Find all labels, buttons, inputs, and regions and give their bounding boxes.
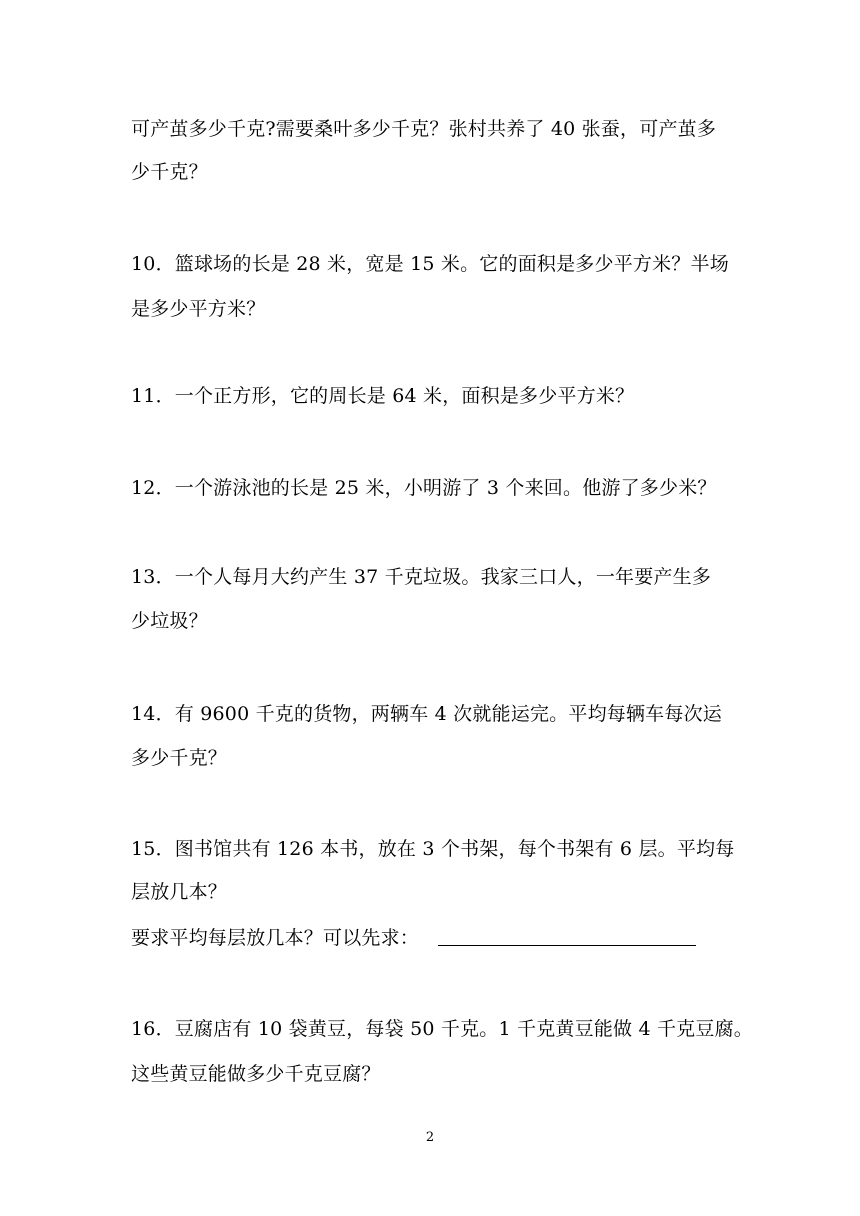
question-16-line-2: 这些黄豆能做多少千克豆腐？: [131, 1063, 381, 1085]
question-11-line-1: 11．一个正方形，它的周长是 64 米，面积是多少平方米？: [131, 385, 635, 407]
question-9-continuation-line-2: 少千克？: [131, 161, 208, 183]
question-14-line-1: 14．有 9600 千克的货物，两辆车 4 次就能运完。平均每辆车每次运: [131, 703, 722, 725]
page-number: 2: [425, 1130, 435, 1145]
question-13-line-1: 13．一个人每月大约产生 37 千克垃圾。我家三口人，一年要产生多: [131, 566, 712, 588]
answer-blank-line[interactable]: [438, 945, 696, 946]
question-15-hint-text: 要求平均每层放几本？可以先求：: [131, 927, 420, 949]
question-10-line-2: 是多少平方米？: [131, 298, 266, 320]
question-12-line-1: 12．一个游泳池的长是 25 米，小明游了 3 个来回。他游了多少米？: [131, 477, 717, 499]
question-15-line-2: 层放几本？: [131, 881, 228, 903]
question-16-line-1: 16．豆腐店有 10 袋黄豆，每袋 50 千克。1 千克黄豆能做 4 千克豆腐。: [131, 1018, 753, 1040]
question-13-line-2: 少垃圾？: [131, 610, 208, 632]
question-15-line-1: 15．图书馆共有 126 本书，放在 3 个书架，每个书架有 6 层。平均每: [131, 838, 735, 860]
question-9-continuation-line-1: 可产茧多少千克?需要桑叶多少千克？张村共养了 40 张蚕，可产茧多: [131, 118, 717, 140]
question-10-line-1: 10．篮球场的长是 28 米，宽是 15 米。它的面积是多少平方米？半场: [131, 253, 729, 275]
question-14-line-2: 多少千克？: [131, 747, 228, 769]
